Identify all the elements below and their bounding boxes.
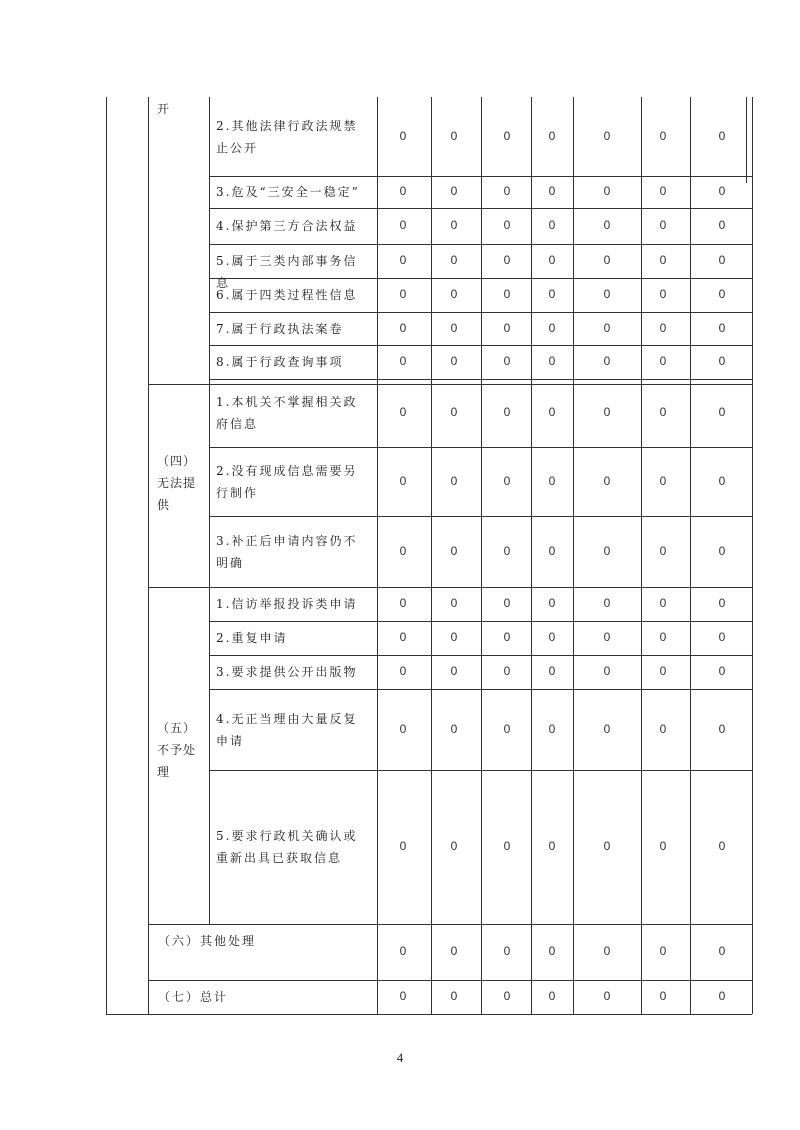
- row-label: 1.信访举报投诉类申请: [216, 597, 358, 611]
- table-cell: 0: [450, 944, 458, 958]
- table-cell: 0: [659, 944, 667, 958]
- row-label: 3.补正后申请内容仍不明确: [216, 533, 358, 570]
- table-cell: 0: [659, 630, 667, 644]
- table-cell: 0: [603, 253, 611, 267]
- table-cell: 0: [603, 184, 611, 198]
- table-cell: 0: [659, 664, 667, 678]
- table-cell: 0: [450, 320, 458, 335]
- table-cell: 0: [450, 253, 458, 267]
- table-cell: 0: [503, 944, 511, 958]
- row-label: 6.属于四类过程性信息: [216, 288, 358, 302]
- table-cell: 0: [603, 287, 611, 301]
- value-column-line: [641, 97, 642, 1014]
- table-cell: 0: [659, 253, 667, 267]
- table-cell: 0: [603, 543, 611, 558]
- table-cell: 0: [450, 287, 458, 301]
- table-cell: 0: [718, 405, 726, 419]
- table-cell: 0: [603, 596, 611, 610]
- table-cell: 0: [399, 184, 407, 198]
- table-cell: 0: [548, 287, 556, 301]
- table-cell: 0: [399, 218, 407, 232]
- table-cell: 0: [450, 128, 458, 143]
- table-cell: 0: [603, 839, 611, 853]
- value-column-line: [431, 97, 432, 1014]
- table-cell: 0: [399, 543, 407, 558]
- table-cell: 0: [399, 253, 407, 267]
- row-label: 4.无正当理由大量反复申请: [216, 711, 358, 748]
- table-left-border: [106, 97, 107, 1014]
- row-label: 1.本机关不掌握相关政府信息: [216, 395, 358, 431]
- table-cell: 0: [450, 630, 458, 644]
- table-cell: 0: [503, 596, 511, 610]
- table-cell: 0: [450, 218, 458, 232]
- table-cell: 0: [718, 128, 726, 143]
- page-number: 4: [396, 1050, 404, 1065]
- row-label: 2.没有现成信息需要另行制作: [216, 463, 358, 500]
- table-cell: 0: [659, 543, 667, 558]
- table-cell: 0: [399, 473, 407, 488]
- table-cell: 0: [718, 543, 726, 558]
- table-cell: 0: [603, 473, 611, 488]
- table-cell: 0: [548, 320, 556, 335]
- table-cell: 0: [603, 128, 611, 143]
- row-label: 4.保护第三方合法权益: [216, 219, 358, 233]
- table-cell: 0: [718, 320, 726, 335]
- table-cell: 0: [718, 721, 726, 736]
- table-cell: 0: [603, 405, 611, 419]
- row-label: 8.属于行政查询事项: [216, 355, 344, 369]
- row-label: 3.要求提供公开出版物: [216, 665, 358, 679]
- table-cell: 0: [659, 839, 667, 853]
- row-label: （七）总计: [158, 990, 229, 1004]
- table-cell: 0: [450, 184, 458, 198]
- table-cell: 0: [718, 839, 726, 853]
- value-column-line: [531, 97, 532, 1014]
- table-cell: 0: [399, 596, 407, 610]
- table-cell: 0: [399, 839, 407, 853]
- table-cell: 0: [503, 721, 511, 736]
- table-cell: 0: [548, 184, 556, 198]
- table-cell: 0: [399, 630, 407, 644]
- value-column-line: [377, 97, 378, 1014]
- table-cell: 0: [659, 128, 667, 143]
- row-label: 7.属于行政执法案卷: [216, 321, 344, 336]
- table-cell: 0: [503, 473, 511, 488]
- table-cell: 0: [450, 989, 458, 1003]
- table-cell: 0: [548, 543, 556, 558]
- value-column-line: [746, 97, 747, 183]
- table-cell: 0: [399, 354, 407, 368]
- table-cell: 0: [659, 354, 667, 368]
- table-cell: 0: [603, 989, 611, 1003]
- category-column-line: [148, 97, 149, 1014]
- table-cell: 0: [450, 354, 458, 368]
- table-cell: 0: [450, 596, 458, 610]
- table-cell: 0: [603, 721, 611, 736]
- table-cell: 0: [659, 405, 667, 419]
- value-column-line: [690, 97, 691, 1014]
- table-cell: 0: [603, 630, 611, 644]
- row-label: 3.危及“三安全一稳定”: [216, 185, 360, 199]
- table-cell: 0: [659, 989, 667, 1003]
- table-cell: 0: [503, 287, 511, 301]
- table-cell: 0: [450, 839, 458, 853]
- table-cell: 0: [659, 596, 667, 610]
- table-cell: 0: [399, 721, 407, 736]
- table-cell: 0: [718, 354, 726, 368]
- row-label: （六）其他处理: [158, 934, 257, 948]
- table-cell: 0: [548, 253, 556, 267]
- table-cell: 0: [548, 405, 556, 419]
- table-cell: 0: [503, 839, 511, 853]
- table-cell: 0: [718, 664, 726, 678]
- category-label: 开: [157, 102, 171, 116]
- table-cell: 0: [603, 664, 611, 678]
- value-column-line: [752, 97, 753, 1014]
- table-cell: 0: [450, 543, 458, 558]
- table-cell: 0: [718, 184, 726, 198]
- table-cell: 0: [718, 473, 726, 488]
- table-cell: 0: [503, 184, 511, 198]
- table-cell: 0: [503, 354, 511, 368]
- table-cell: 0: [503, 128, 511, 143]
- table-cell: 0: [548, 839, 556, 853]
- table-cell: 0: [450, 405, 458, 419]
- table-cell: 0: [399, 944, 407, 958]
- category-separator-line: [148, 384, 752, 385]
- table-cell: 0: [399, 320, 407, 335]
- table-cell: 0: [503, 405, 511, 419]
- table-cell: 0: [603, 944, 611, 958]
- table-cell: 0: [718, 287, 726, 301]
- value-column-line: [573, 97, 574, 1014]
- table-bottom-border: [106, 1014, 752, 1015]
- table-cell: 0: [503, 543, 511, 558]
- table-cell: 0: [718, 944, 726, 958]
- row-label: 5.要求行政机关确认或重新出具已获取信息: [216, 829, 358, 865]
- label-column-line: [209, 97, 210, 924]
- table-cell: 0: [718, 253, 726, 267]
- table-cell: 0: [548, 128, 556, 143]
- category-label: （四） 无法提 供: [157, 454, 197, 512]
- table-cell: 0: [548, 664, 556, 678]
- table-cell: 0: [399, 405, 407, 419]
- table-cell: 0: [399, 128, 407, 143]
- table-cell: 0: [603, 218, 611, 232]
- table-cell: 0: [659, 287, 667, 301]
- row-label: 5.属于三类内部事务信息: [216, 254, 358, 290]
- table-cell: 0: [548, 721, 556, 736]
- table-cell: 0: [399, 287, 407, 301]
- table-cell: 0: [399, 664, 407, 678]
- table-cell: 0: [548, 989, 556, 1003]
- table-cell: 0: [603, 320, 611, 335]
- table-cell: 0: [503, 253, 511, 267]
- table-cell: 0: [548, 596, 556, 610]
- row-label: 2.其他法律行政法规禁止公开: [216, 118, 358, 155]
- table-cell: 0: [503, 664, 511, 678]
- table-cell: 0: [548, 218, 556, 232]
- table-cell: 0: [450, 473, 458, 488]
- table-cell: 0: [548, 630, 556, 644]
- table-cell: 0: [718, 218, 726, 232]
- table-cell: 0: [450, 721, 458, 736]
- table-cell: 0: [503, 989, 511, 1003]
- table-cell: 0: [659, 721, 667, 736]
- row-label: 2.重复申请: [216, 631, 288, 645]
- table-cell: 0: [548, 944, 556, 958]
- table-cell: 0: [659, 473, 667, 488]
- table-cell: 0: [450, 664, 458, 678]
- table-cell: 0: [659, 184, 667, 198]
- table-cell: 0: [603, 354, 611, 368]
- table-cell: 0: [659, 320, 667, 335]
- table-cell: 0: [718, 630, 726, 644]
- table-cell: 0: [718, 989, 726, 1003]
- table-cell: 0: [399, 989, 407, 1003]
- table-cell: 0: [548, 473, 556, 488]
- value-column-line: [481, 97, 482, 1014]
- table-cell: 0: [503, 320, 511, 335]
- table-cell: 0: [503, 630, 511, 644]
- table-cell: 0: [503, 218, 511, 232]
- table-cell: 0: [548, 354, 556, 368]
- table-cell: 0: [659, 218, 667, 232]
- category-label: （五） 不予处 理: [157, 721, 197, 779]
- table-cell: 0: [718, 596, 726, 610]
